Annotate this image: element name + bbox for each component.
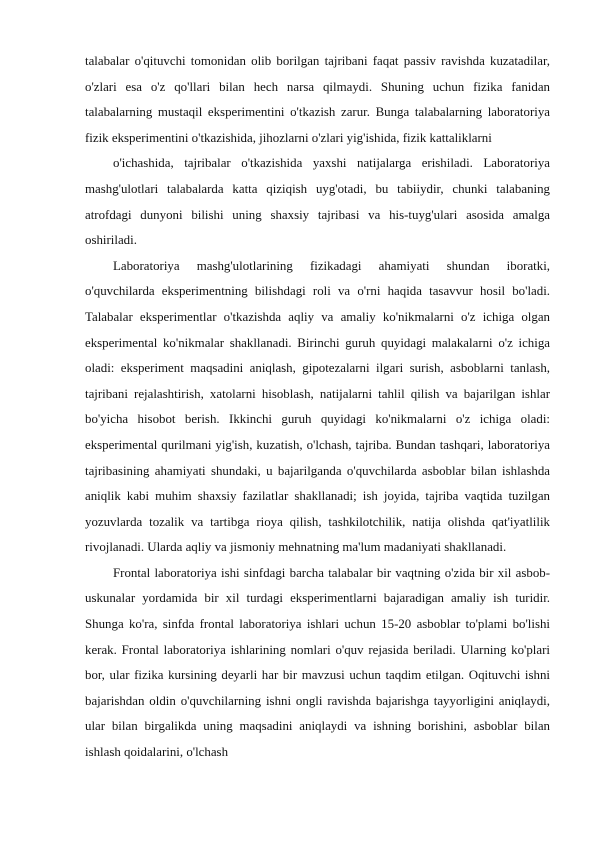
- paragraph-2: o'ichashida, tajribalar o'tkazishida yaxshi natijalarga erishiladi. Laboratoriya mashg'ulotlari talabalarda katta qiziqish uyg'otadi, bu tabiiydir, chunki talabaning atrofdagi dunyoni bilishi uning shaxsiy tajribasi va his-tuyg'ulari asosida amalga oshiriladi.: [85, 156, 550, 248]
- paragraph-1: talabalar o'qituvchi tomonidan olib borilgan tajribani faqat passiv ravishda kuzatadilar, o'zlari esa o'z qo'llari bilan hech narsa qilmaydi. Shuning uchun fizika fanidan talabalarning mustaqil eksperimentini o'tkazish zarur. Bunga talabalarning laboratoriya fizik eksperimentini o'tkazishida, jihozlarni o'zlari yig'ishida, fizik kattaliklarni: [85, 54, 550, 145]
- paragraph-3: Laboratoriya mashg'ulotlarining fizikadagi ahamiyati shundan iboratki, o'quvchilarda eksperimentning bilishdagi roli va o'rni haqida tasavvur hosil bo'ladi. Talabalar eksperimentlar o'tkazishda aqliy va amaliy ko'nikmalarni o'z ichiga olgan eksperimental ko'nikmalar shakllanadi. Birinchi guruh quyidagi malakalarni o'z ichiga oladi: eksperiment maqsadini aniqlash, gipotezalarni ilgari surish, asboblarni tanlash, tajribani rejalashtirish, xatolarni hisoblash, natijalarni tahlil qilish va bajarilgan ishlar bo'yicha hisobot berish. Ikkinchi guruh quyidagi ko'nikmalarni o'z ichiga oladi: eksperimental qurilmani yig'ish, kuzatish, o'lchash, tajriba. Bundan tashqari, laboratoriya tajribasining ahamiyati shundaki, u bajarilganda o'quvchilarda asboblar bilan ishlashda aniqlik kabi muhim shaxsiy fazilatlar shakllanadi; ish joyida, tajriba vaqtida tuzilgan yozuvlarda tozalik va tartibga rioya qilish, tashkilotchilik, natija olishda qat'iyatlilik rivojlanadi. Ularda aqliy va jismoniy mehnatning ma'lum madaniyati shakllanadi.: [85, 258, 550, 555]
- document-page: [85, 49, 550, 766]
- paragraph-4: Frontal laboratoriya ishi sinfdagi barcha talabalar bir vaqtning o'zida bir xil asbob-uskunalar yordamida bir xil turdagi eksperimentlarni bajaradigan amaliy ish turidir. Shunga ko'ra, sinfda frontal laboratoriya ishlari uchun 15-20 asboblar to'plami bo'lishi kerak. Frontal laboratoriya ishlarining nomlari o'quv rejasida beriladi. Ularning ko'plari bor, ular fizika kursining deyarli har bir mavzusi uchun taqdim etilgan. Oqituvchi ishni bajarishdan oldin o'quvchilarning ishni ongli ravishda bajarishga tayyorligini aniqlaydi, ular bilan birgalikda uning maqsadini aniqlaydi va ishning borishini, asboblar bilan ishlash qoidalarini, o'lchash: [85, 565, 550, 760]
